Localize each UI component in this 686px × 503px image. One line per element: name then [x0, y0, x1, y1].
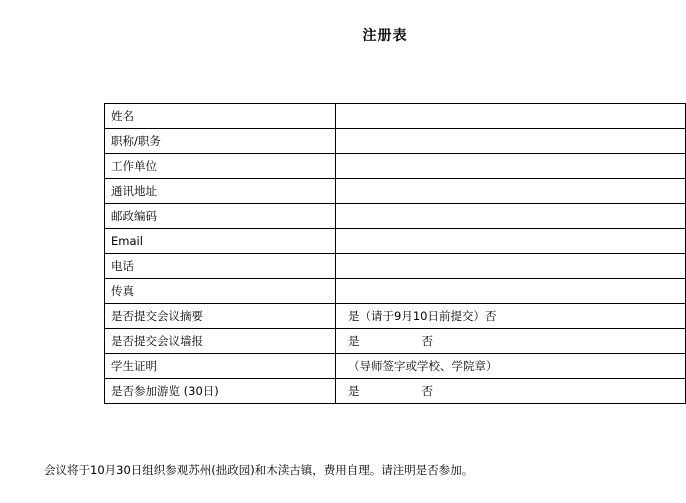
table-row	[105, 304, 686, 329]
tour-participation-options[interactable]	[336, 379, 686, 404]
table-row	[105, 279, 686, 304]
fax-field[interactable]	[336, 279, 686, 304]
poster-yes-option[interactable]: 是	[348, 334, 360, 348]
student-proof-label: 学生证明	[105, 354, 336, 379]
table-row	[105, 154, 686, 179]
tour-no-option[interactable]: 否	[421, 384, 433, 398]
work-unit-field[interactable]	[336, 154, 686, 179]
table-row	[105, 179, 686, 204]
postal-code-field[interactable]	[336, 204, 686, 229]
table-row	[105, 379, 686, 404]
email-field[interactable]	[336, 229, 686, 254]
registration-table	[104, 103, 686, 404]
student-proof-note[interactable]: （导师签字或学校、学院章）	[336, 354, 686, 379]
table-row	[105, 229, 686, 254]
abstract-submission-label: 是否提交会议摘要	[105, 304, 336, 329]
table-row	[105, 104, 686, 129]
form-title: 注册表	[362, 28, 408, 44]
email-label: Email	[105, 229, 336, 254]
name-label: 姓名	[105, 104, 336, 129]
table-row	[105, 329, 686, 354]
tour-yes-option[interactable]: 是	[348, 384, 360, 398]
abstract-submission-options[interactable]: 是（请于9月10日前提交）否	[336, 304, 686, 329]
footer-note: 会议将于10月30日组织参观苏州(拙政园)和木渎古镇，费用自理。请注明是否参加。	[44, 463, 474, 477]
fax-label: 传真	[105, 279, 336, 304]
title-position-label: 职称/职务	[105, 129, 336, 154]
poster-submission-label: 是否提交会议墙报	[105, 329, 336, 354]
title-position-field[interactable]	[336, 129, 686, 154]
poster-no-option[interactable]: 否	[421, 334, 433, 348]
table-row	[105, 129, 686, 154]
table-row	[105, 204, 686, 229]
mailing-address-label: 通讯地址	[105, 179, 336, 204]
table-row	[105, 254, 686, 279]
table-row	[105, 354, 686, 379]
postal-code-label: 邮政编码	[105, 204, 336, 229]
work-unit-label: 工作单位	[105, 154, 336, 179]
name-field[interactable]	[336, 104, 686, 129]
phone-label: 电话	[105, 254, 336, 279]
poster-submission-options[interactable]	[336, 329, 686, 354]
mailing-address-field[interactable]	[336, 179, 686, 204]
tour-participation-label: 是否参加游览 (30日)	[105, 379, 336, 404]
phone-field[interactable]	[336, 254, 686, 279]
